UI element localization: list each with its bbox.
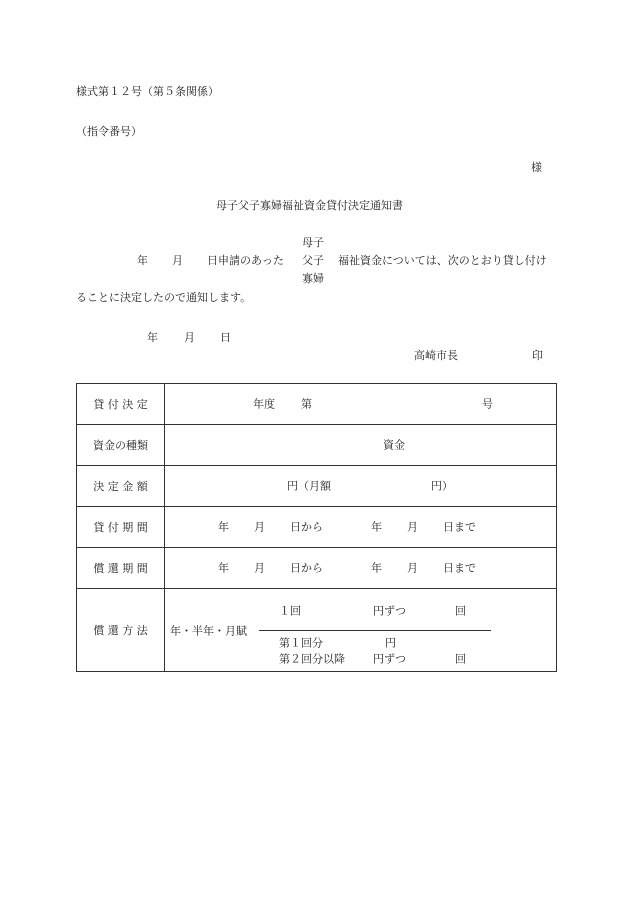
addressee-suffix: 様 [531,161,542,174]
repay-end-until: 日まで [443,561,476,575]
repayment-divider [259,630,491,631]
loan-end-month: 月 [407,520,418,534]
body-line2: ることに決定したので通知します。 [76,291,252,304]
applied-year-label: 年 [137,254,148,267]
repayment-method-cell [165,589,557,672]
row-label-loan-decision: 貸 付 決 定 [77,384,165,425]
notice-month-label: 月 [184,331,195,344]
loan-decision-cell [165,384,557,425]
loan-period-cell [165,507,557,548]
fiscal-year-label: 年度 [253,397,275,411]
row-label-loan-period: 貸 付 期 間 [77,507,165,548]
table-row [77,425,557,466]
decided-amount-cell [165,466,557,507]
first-installment-label: 第１回分 [279,636,323,650]
fund-type-fushi: 父子 [302,254,324,267]
row-label-fund-type: 資金の種類 [77,425,165,466]
repay-end-month: 月 [407,561,418,575]
loan-start-from: 日から [290,520,323,534]
applied-day-text: 日申請のあった [207,254,284,267]
applied-month-label: 月 [172,254,183,267]
repay-start-from: 日から [290,561,323,575]
single-payment-count: 回 [455,604,466,618]
seal-mark: 印 [532,349,543,362]
notice-day-label: 日 [220,331,231,344]
row-label-repayment-period: 償 還 期 間 [77,548,165,589]
repayment-period-cell [165,548,557,589]
fund-type-value: 資金 [383,438,405,452]
row-label-repayment-method: 償 還 方 法 [77,589,165,672]
repay-end-year: 年 [371,561,382,575]
issuer-name: 高崎市長 [414,349,458,362]
fund-type-boshi: 母子 [302,236,324,249]
loan-end-year: 年 [371,520,382,534]
second-installment-count: 回 [455,652,466,666]
first-installment-amount: 円 [385,636,396,650]
dai-label: 第 [301,397,312,411]
second-installment-label: 第２回分以降 [279,652,345,666]
repay-start-year: 年 [218,561,229,575]
second-installment-amount: 円ずつ [373,652,406,666]
table-row [77,548,557,589]
amount-yen-close: 円） [431,479,453,493]
single-payment-amount: 円ずつ [373,604,406,618]
table-row [77,589,557,672]
single-payment-label: １回 [279,604,301,618]
repayment-method-options: 年・半年・月賦 [170,624,247,638]
amount-yen-open: 円（月額 [287,479,331,493]
fund-type-kafu: 寡婦 [302,272,324,285]
go-label: 号 [482,397,493,411]
repay-start-month: 月 [254,561,265,575]
body-line1-rest: 福祉資金については、次のとおり貸し付け [338,254,547,267]
table-row [77,384,557,425]
table-row [77,507,557,548]
row-label-decided-amount: 決 定 金 額 [77,466,165,507]
table-row [77,466,557,507]
notice-year-label: 年 [147,331,158,344]
directive-number: （指令番号） [76,125,142,138]
fund-type-cell [165,425,557,466]
loan-start-month: 月 [254,520,265,534]
document-title: 母子父子寡婦福祉資金貸付決定通知書 [216,199,403,212]
loan-start-year: 年 [218,520,229,534]
form-number: 様式第１２号（第５条関係） [76,85,219,98]
decision-table [76,383,557,672]
loan-end-until: 日まで [443,520,476,534]
